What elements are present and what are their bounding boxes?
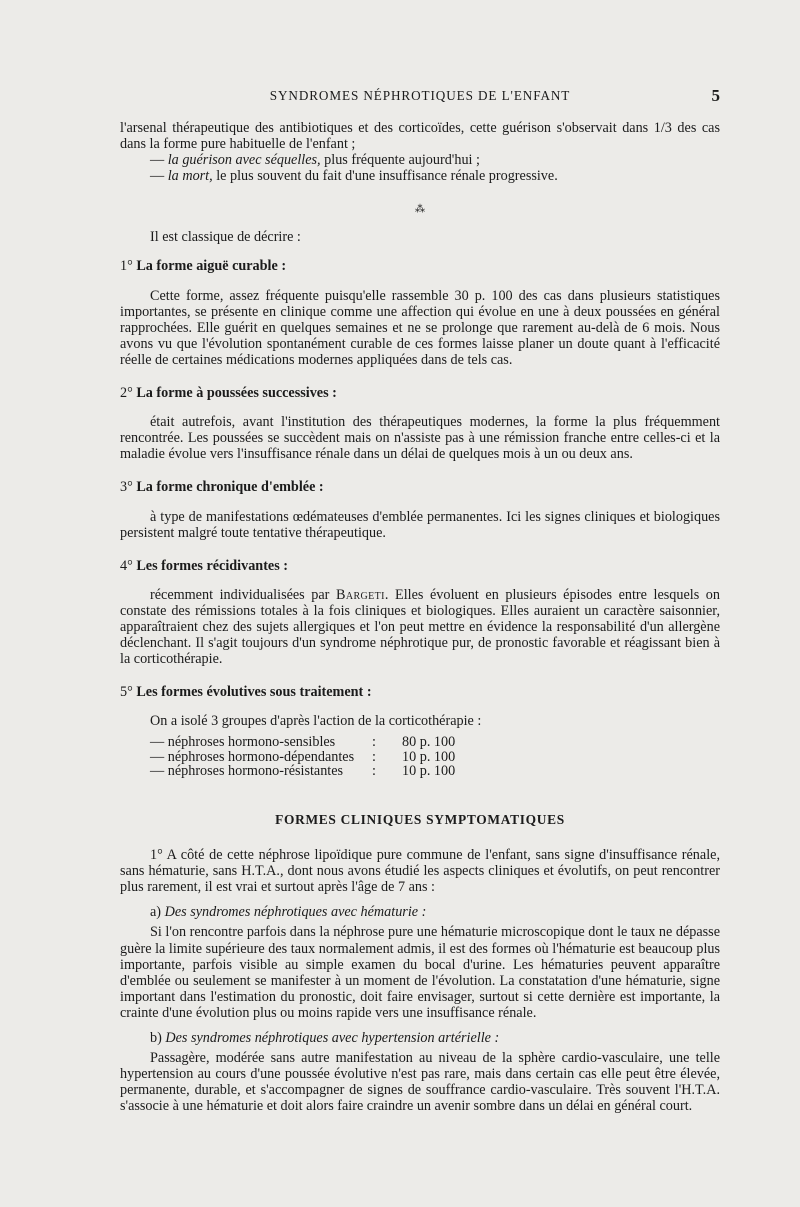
asterism: ⁂ <box>415 204 425 216</box>
running-header <box>120 88 720 108</box>
form-text-2: était autrefois, avant l'institution des thérapeutiques modernes, la forme la plus fréquemment rencontrée. Les poussées se succèdent mais on n'assiste pas à une rémission franche entre celles-ci et la maladie évolue vers l'insuffisance rénale dans un délai de quelques mois à un ou deux ans. <box>120 414 720 463</box>
form-heading-5: 5° Les formes évolutives sous traitement : <box>120 684 372 701</box>
outcome-item-sequelae: — la guérison avec séquelles, plus fréquente aujourd'hui ; <box>150 152 480 169</box>
subheading-a: a) Des syndromes néphrotiques avec hématurie : <box>150 904 427 921</box>
form-text-4: récemment individualisées par Bargeti. Elles évoluent en plusieurs épisodes entre lesquels on constate des rémissions totales à la fois cliniques et biologiques. Elles auraient un caractère saisonnier, apparaîtraient chez des sujets allergiques et l'on peut mettre en évidence la responsabilité d'un allergène déclenchant. Il s'agit toujours d'un syndrome néphrotique pur, de pronostic favorable et réagissant bien à la corticothérapie. <box>120 586 720 668</box>
table-row: — néphroses hormono-dépendantes : 10 p. 100 <box>150 748 456 765</box>
groups-table <box>150 735 455 779</box>
section-title: FORMES CLINIQUES SYMPTOMATIQUES <box>275 811 565 827</box>
intro-paragraph: l'arsenal thérapeutique des antibiotiques et des corticoïdes, cette guérison s'observait dans 1/3 des cas dans la forme pure habituelle de l'enfant ; <box>120 120 720 153</box>
paragraph-b: Passagère, modérée sans autre manifestation au niveau de la sphère cardio-vasculaire, une telle hypertension au cours d'une poussée évolutive n'est pas rare, mais dans certain cas elle peut être élevée, permanente, durable, et s'accompagner de signes de souffrance cardio-vasculaire. Très souvent l'H.T.A. s'associe à une hématurie et doit alors faire craindre un avenir sombre dans un délai en général court. <box>120 1050 720 1115</box>
page-number: 5 <box>711 86 720 105</box>
form-text-5: On a isolé 3 groupes d'après l'action de la corticothérapie : <box>150 713 482 730</box>
paragraph-a: Si l'on rencontre parfois dans la néphrose pure une hématurie microscopique dont le taux ne dépasse guère la limite supérieure des taux normalement admis, il est des formes où l'hématurie est beaucoup plus importante, parfois visible au simple examen du bocal d'urine. Les hématuries peuvent apparaître d'emblée ou seulement se manifester à un moment de l'évolution. La constatation d'une hématurie, signe important dans l'estimation du pronostic, doit faire envisager, surtout si cette dernière est importante, la crainte d'une évolution plus ou moins rapide vers une insuffisance rénale. <box>120 924 720 1021</box>
classic-line: Il est classique de décrire : <box>150 229 301 246</box>
symptomatic-intro: 1° A côté de cette néphrose lipoïdique pure commune de l'enfant, sans signe d'insuffisance rénale, sans hématurie, sans H.T.A., dont nous avons étudié les aspects cliniques et évolutifs, on peut rencontrer plus rarement, il est vrai et surtout après l'âge de 7 ans : <box>120 847 720 896</box>
author-name: Bargeti <box>335 586 385 603</box>
form-heading-3: 3° La forme chronique d'emblée : <box>120 479 324 496</box>
form-text-1: Cette forme, assez fréquente puisqu'elle rassemble 30 p. 100 des cas dans plusieurs statistiques importantes, se présente en clinique comme une affection qui évolue en une à deux poussées en général rapprochées. Elle guérit en quelques semaines et ne se prolonge que rarement au-delà de 6 mois. Nous avons vu que l'évolution spontanément curable de ces formes laisse planer un doute quant à l'efficacité réelle de certaines médications modernes appliquées dans de tels cas. <box>120 287 720 368</box>
form-heading-2: 2° La forme à poussées successives : <box>120 385 337 402</box>
subheading-b: b) Des syndromes néphrotiques avec hypertension artérielle : <box>150 1029 500 1046</box>
page-body <box>120 120 720 1114</box>
table-row: — néphroses hormono-sensibles : 80 p. 100 <box>150 734 456 751</box>
running-title: SYNDROMES NÉPHROTIQUES DE L'ENFANT <box>269 88 571 103</box>
outcome-item-death: — la mort, le plus souvent du fait d'une insuffisance rénale progressive. <box>150 168 558 185</box>
table-row: — néphroses hormono-résistantes : 10 p. 100 <box>150 763 456 780</box>
form-heading-1: 1° La forme aiguë curable : <box>120 258 287 275</box>
form-text-3: à type de manifestations œdémateuses d'emblée permanentes. Ici les signes cliniques et biologiques persistent malgré toute tentative thérapeutique. <box>120 508 720 541</box>
form-heading-4: 4° Les formes récidivantes : <box>120 557 289 574</box>
